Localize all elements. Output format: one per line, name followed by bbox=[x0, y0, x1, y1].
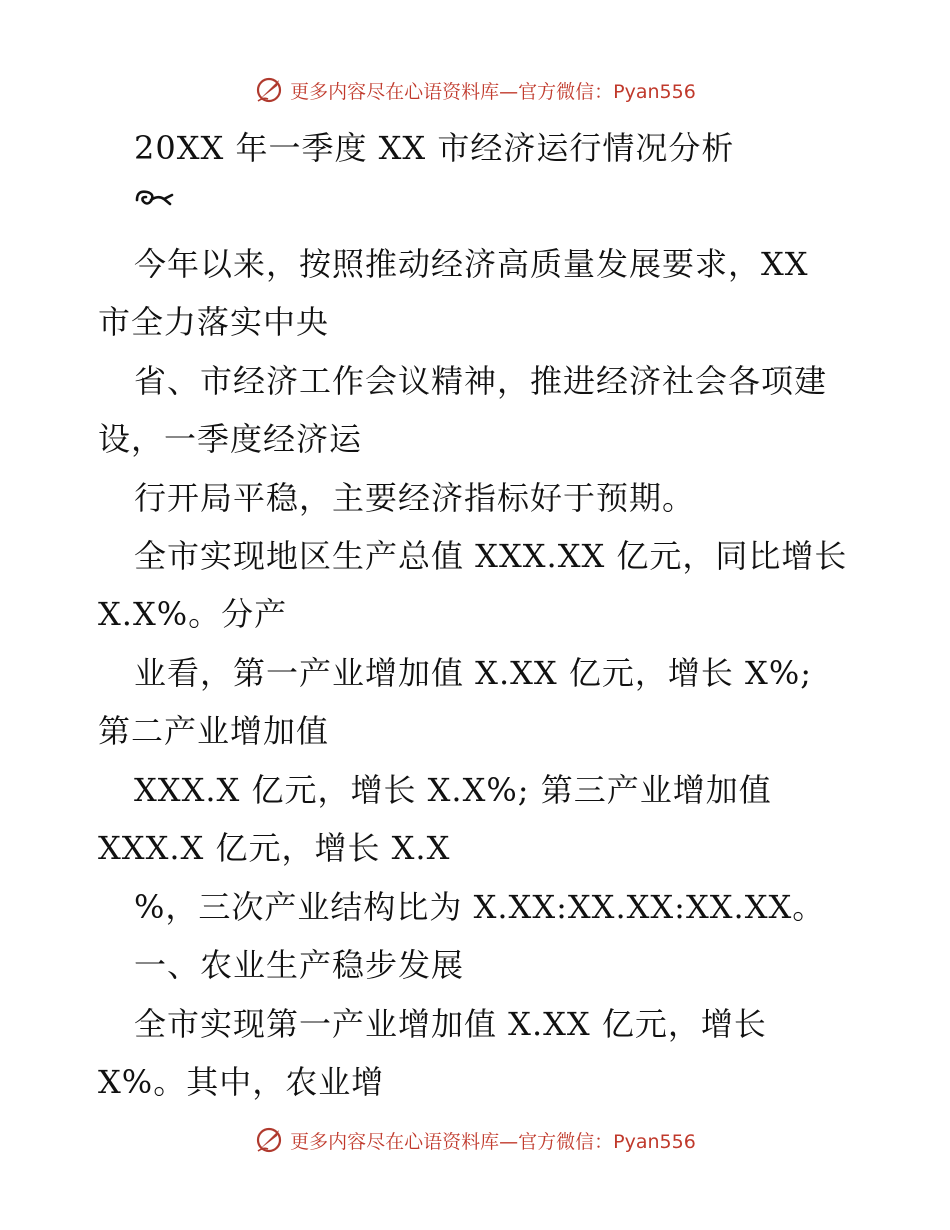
paragraph-line: XXX.X 亿元，增长 X.X bbox=[98, 829, 451, 867]
paragraph-line: 今年以来，按照推动经济高质量发展要求，XX bbox=[134, 245, 809, 283]
watermark-text: 更多内容尽在心语资料库—官方微信：Pyan556 bbox=[290, 1130, 696, 1153]
watermark-text: 更多内容尽在心语资料库—官方微信：Pyan556 bbox=[290, 80, 696, 103]
section-heading: 一、农业生产稳步发展 bbox=[134, 946, 465, 984]
quill-seal-icon bbox=[254, 75, 284, 105]
paragraph-line: 市全力落实中央 bbox=[98, 303, 330, 341]
paragraph-line: 行开局平稳，主要经济指标好于预期。 bbox=[134, 479, 696, 517]
paragraph-line: 设，一季度经济运 bbox=[98, 420, 363, 458]
swirl-ornament-icon bbox=[134, 186, 174, 212]
header-watermark bbox=[0, 70, 950, 110]
paragraph-line: 全市实现第一产业增加值 X.XX 亿元，增长 bbox=[134, 1005, 767, 1043]
quill-seal-icon bbox=[254, 1125, 284, 1155]
paragraph-line: XXX.X 亿元，增长 X.X%; 第三产业增加值 bbox=[134, 771, 772, 809]
paragraph-line: 第二产业增加值 bbox=[98, 712, 330, 750]
paragraph-line: %，三次产业结构比为 X.XX:XX.XX:XX.XX。 bbox=[134, 888, 826, 926]
paragraph-line: X%。其中，农业增 bbox=[98, 1063, 385, 1101]
paragraph-line: 业看，第一产业增加值 X.XX 亿元，增长 X%; bbox=[134, 654, 813, 692]
paragraph-line: X.X%。分产 bbox=[98, 595, 288, 633]
footer-watermark bbox=[0, 1120, 950, 1160]
paragraph-line: 全市实现地区生产总值 XXX.XX 亿元，同比增长 bbox=[134, 537, 848, 575]
document-title: 20XX 年一季度 XX 市经济运行情况分析 bbox=[134, 129, 735, 167]
paragraph-line: 省、市经济工作会议精神，推进经济社会各项建 bbox=[134, 362, 828, 400]
